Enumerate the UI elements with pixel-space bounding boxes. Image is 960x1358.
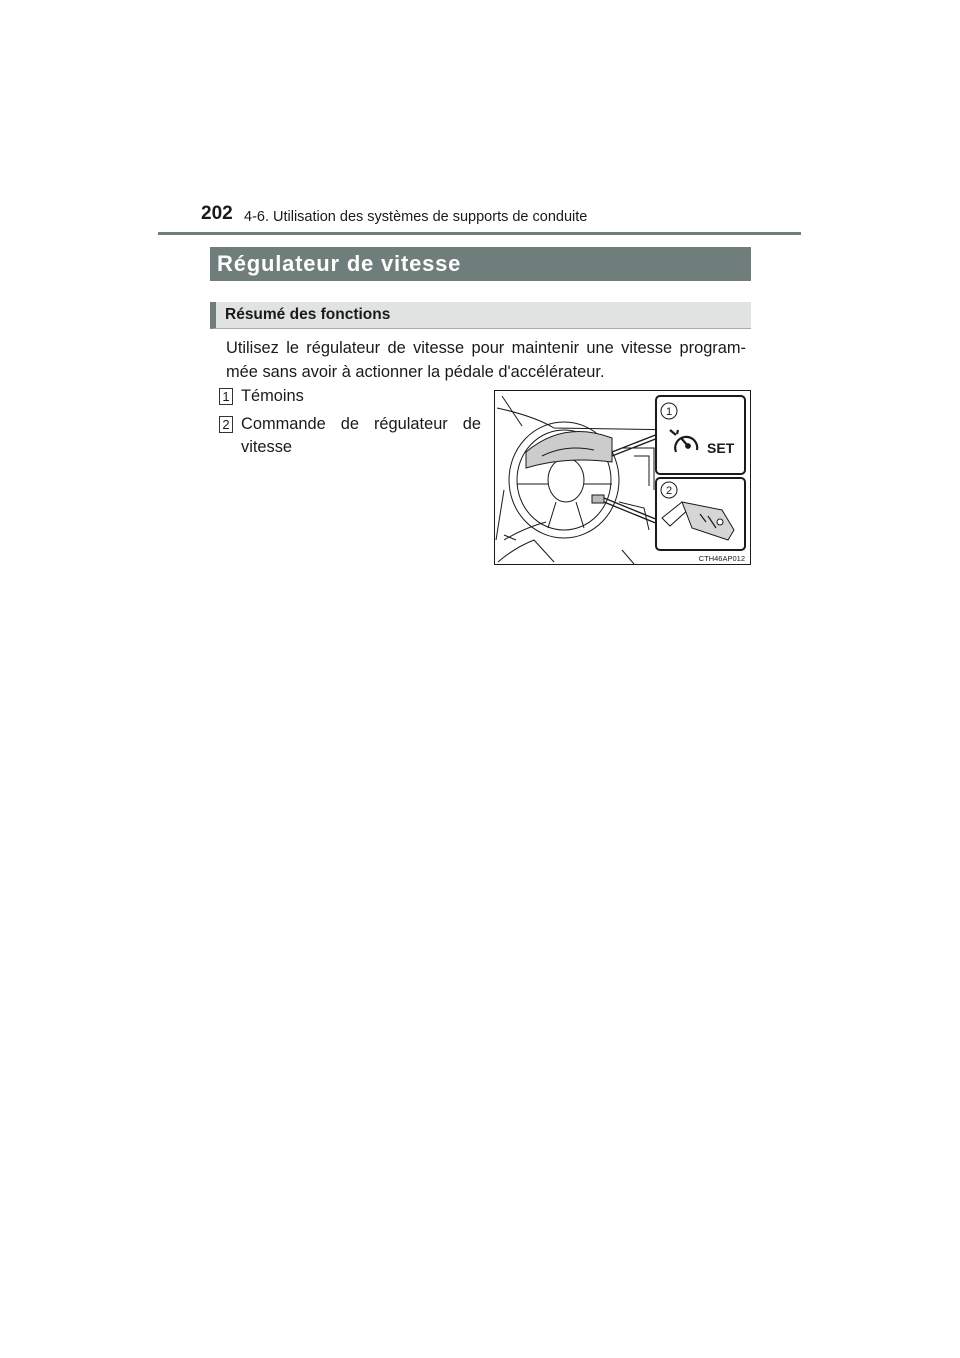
section-title-banner bbox=[210, 247, 751, 281]
subsection-banner bbox=[210, 302, 751, 329]
callout-number-1: 1 bbox=[665, 406, 673, 418]
cruise-control-illustration bbox=[494, 390, 751, 565]
subsection-title: Résumé des fonctions bbox=[225, 306, 391, 323]
figure-code: CTH46AP012 bbox=[698, 554, 745, 563]
header-rule bbox=[158, 232, 801, 235]
list-item-label: Commande de régulateur de vitesse bbox=[241, 415, 481, 456]
section-title: Régulateur de vitesse bbox=[217, 251, 462, 276]
set-indicator-label: SET bbox=[707, 440, 735, 456]
running-header: 4-6. Utilisation des systèmes de supports de conduite bbox=[244, 209, 588, 225]
list-item-label: Témoins bbox=[241, 387, 304, 405]
callout-number-2: 2 bbox=[665, 485, 673, 497]
list-item bbox=[219, 385, 481, 408]
page-number: 202 bbox=[201, 203, 233, 224]
number-badge: 2 bbox=[219, 416, 233, 433]
list-item bbox=[219, 413, 481, 459]
intro-paragraph: Utilisez le régulateur de vitesse pour maintenir une vitesse program-mée sans avoir à actionner la pédale d'accélérateur. bbox=[226, 339, 746, 381]
number-badge: 1 bbox=[219, 388, 233, 405]
